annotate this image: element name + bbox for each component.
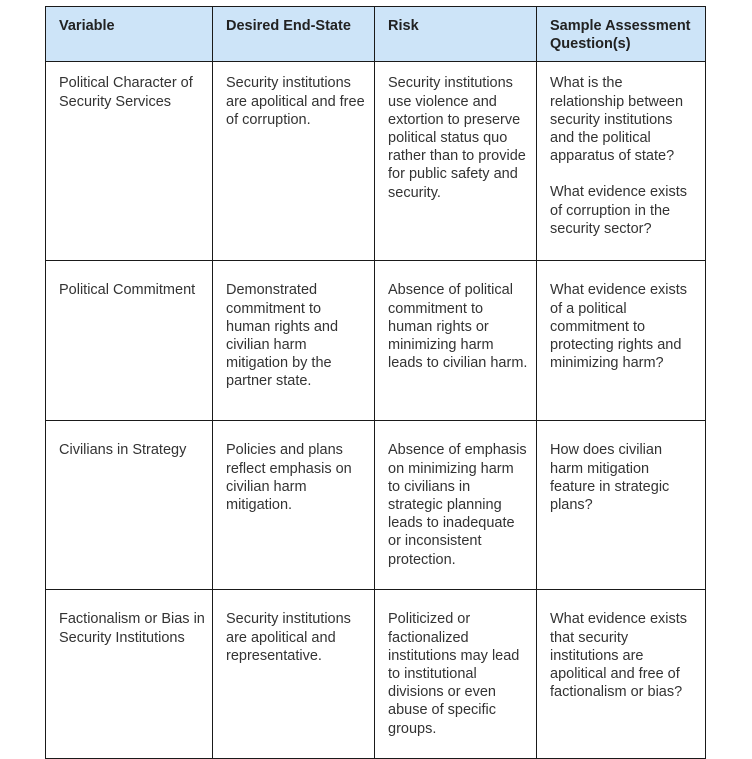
table-row xyxy=(46,590,706,759)
table-row xyxy=(46,421,706,590)
header-desired-end-state: Desired End-State xyxy=(213,7,375,62)
header-sample-assessment-questions: Sample Assessment Question(s) xyxy=(537,7,706,62)
question-text: What evidence exists of corruption in the security sector? xyxy=(550,184,688,237)
header-risk: Risk xyxy=(375,7,537,62)
cell-questions xyxy=(537,261,706,421)
header-variable: Variable xyxy=(46,7,213,62)
question-text: What evidence exists of a political commitment to protecting rights and minimizing harm? xyxy=(550,282,688,372)
table-row xyxy=(46,261,706,421)
cell-risk: Politicized or factionalized institutions may lead to institutional divisions or even abuse of specific groups. xyxy=(375,590,537,759)
cell-risk: Security institutions use violence and extortion to preserve political status quo rather than to provide for public safety and security. xyxy=(375,62,537,261)
cell-end-state: Demonstrated commitment to human rights and civilian harm mitigation by the partner state. xyxy=(213,261,375,421)
cell-variable: Political Character of Security Services xyxy=(46,62,213,261)
cell-variable: Civilians in Strategy xyxy=(46,421,213,590)
question-text: How does civilian harm mitigation feature in strategic plans? xyxy=(550,442,670,514)
cell-questions xyxy=(537,590,706,759)
cell-end-state: Security institutions are apolitical and free of corruption. xyxy=(213,62,375,261)
question-text: What is the relationship between security institutions and the political apparatus of state? xyxy=(550,75,684,165)
cell-end-state: Policies and plans reflect emphasis on civilian harm mitigation. xyxy=(213,421,375,590)
cell-risk: Absence of emphasis on minimizing harm to civilians in strategic planning leads to inadequate or inconsistent protection. xyxy=(375,421,537,590)
table-row xyxy=(46,62,706,261)
cell-end-state: Security institutions are apolitical and representative. xyxy=(213,590,375,759)
question-text: What evidence exists that security institutions are apolitical and free of factionalism or bias? xyxy=(550,611,688,701)
header-row xyxy=(46,7,706,62)
cell-variable: Factionalism or Bias in Security Institutions xyxy=(46,590,213,759)
cell-risk: Absence of political commitment to human rights or minimizing harm leads to civilian harm. xyxy=(375,261,537,421)
cell-questions xyxy=(537,62,706,261)
cell-questions xyxy=(537,421,706,590)
assessment-table xyxy=(45,6,706,759)
cell-variable: Political Commitment xyxy=(46,261,213,421)
